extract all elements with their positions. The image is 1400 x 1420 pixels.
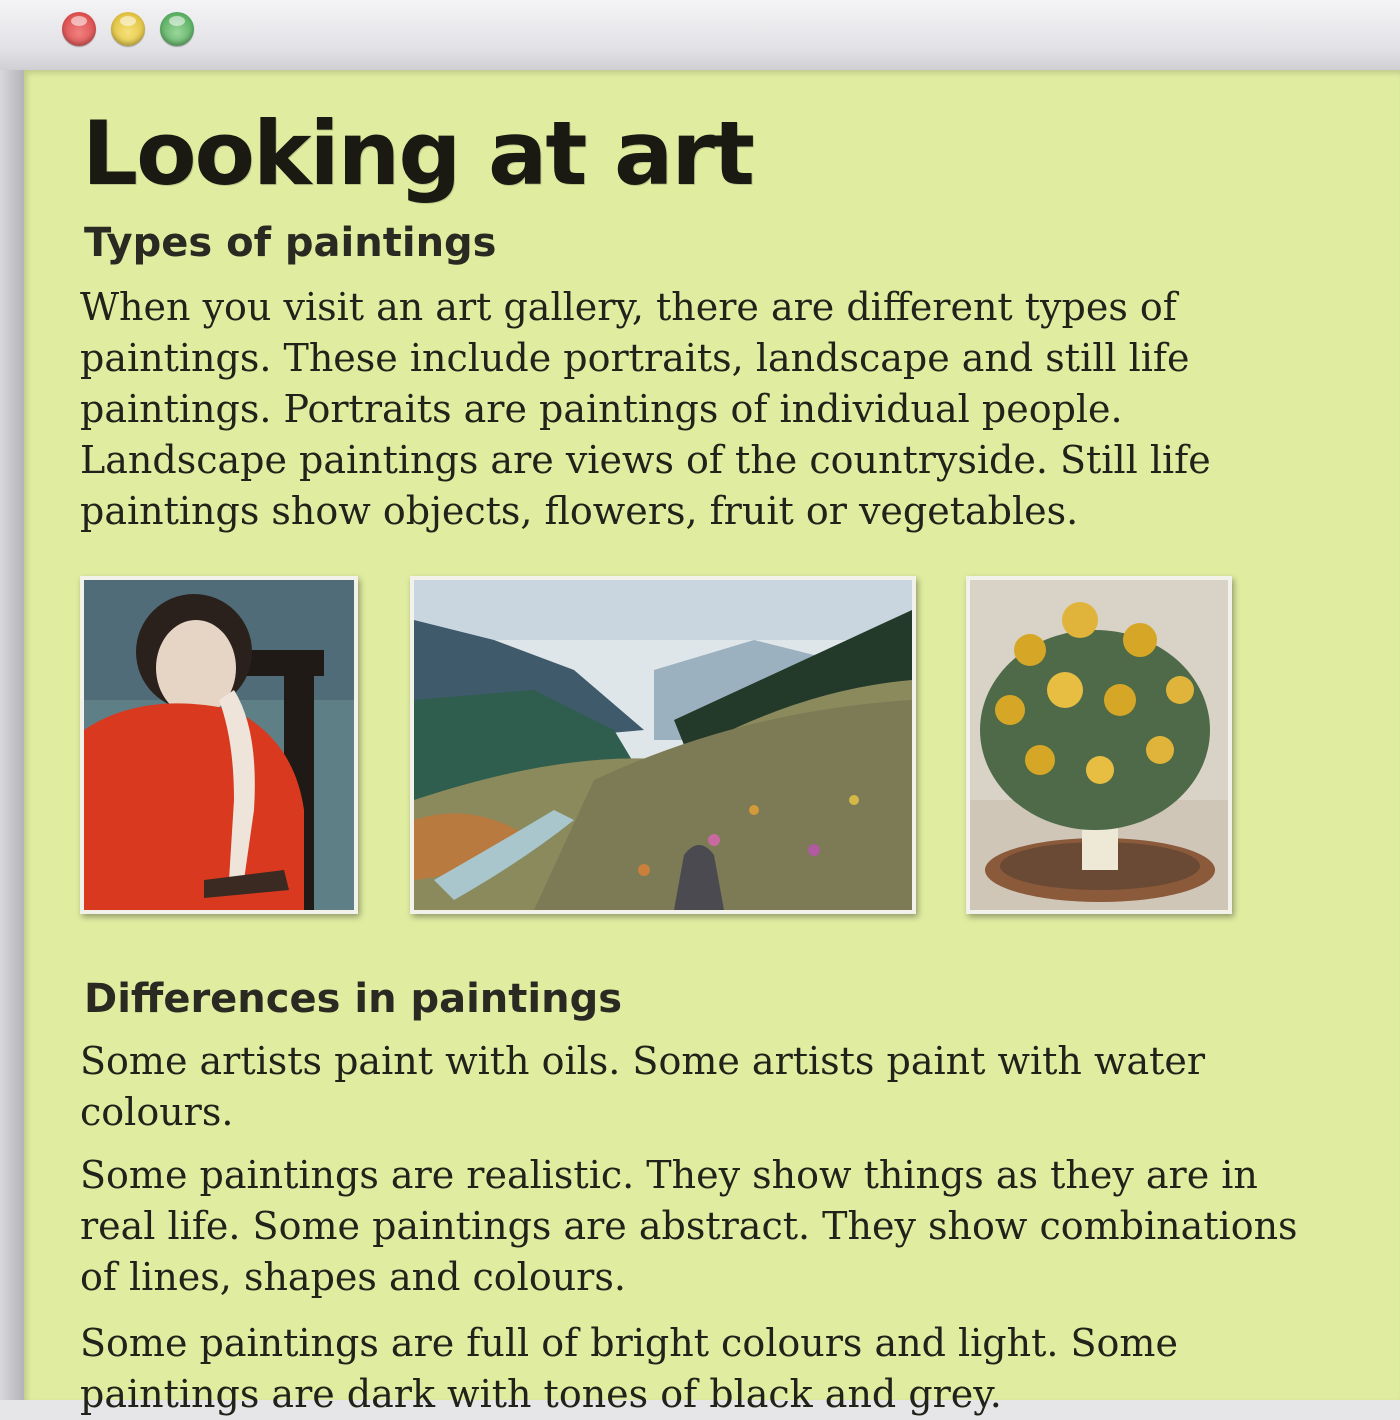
window-frame-edge: [0, 70, 24, 1400]
differences-paragraph-1: Some artists paint with oils. Some artists paint with water colours.: [80, 1039, 1206, 1134]
page-content: [24, 70, 1400, 1416]
differences-paragraph-3: Some paintings are full of bright colours and light. Some paintings are dark with tones of black and grey.: [80, 1321, 1178, 1416]
section-heading-differences: Differences in paintings: [84, 976, 623, 1022]
window-titlebar: [0, 0, 1400, 71]
section-heading-types: Types of paintings: [84, 220, 497, 266]
portrait-painting: [80, 576, 358, 914]
landscape-image: [414, 580, 912, 910]
still-life-image: [970, 580, 1228, 910]
minimize-button[interactable]: [111, 12, 145, 46]
types-paragraph: When you visit an art gallery, there are different types of paintings. These include portraits, landscape and still life paintings. Portraits are paintings of individual people. Landscape paintings are views of the countryside. Still life paintings show objects, flowers, fruit or vegetables.: [80, 285, 1211, 533]
landscape-painting: [410, 576, 916, 914]
zoom-button[interactable]: [160, 12, 194, 46]
still-life-painting: [966, 576, 1232, 914]
page-title: Looking at art: [82, 102, 753, 205]
portrait-image: [84, 580, 354, 910]
close-button[interactable]: [62, 12, 96, 46]
differences-paragraph-2: Some paintings are realistic. They show things as they are in real life. Some paintings are abstract. They show combinations of lines, shapes and colours.: [80, 1153, 1298, 1299]
